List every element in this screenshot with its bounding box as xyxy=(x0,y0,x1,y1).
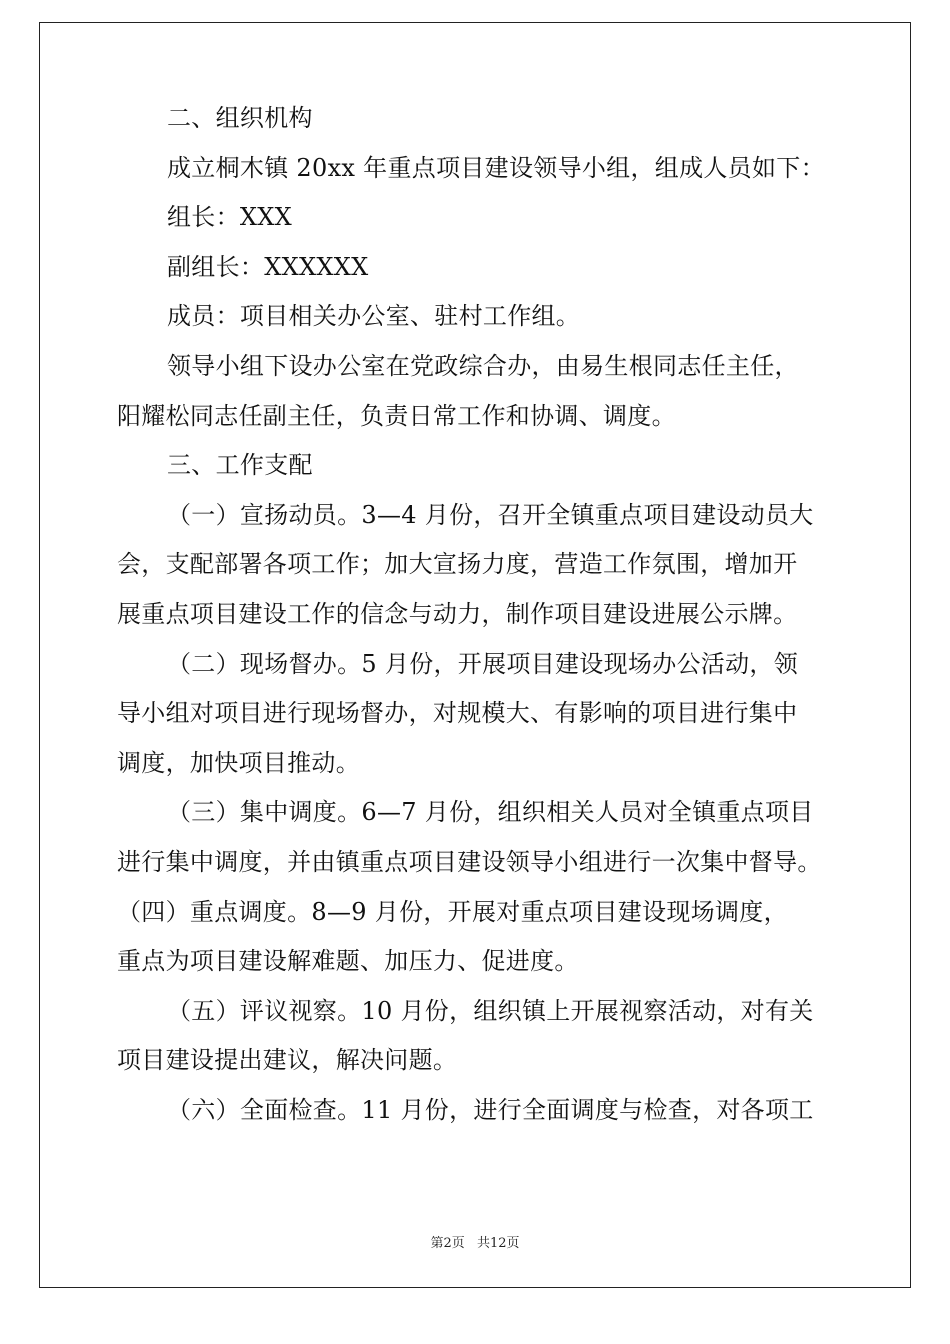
text-line: 调度，加快项目推动。 xyxy=(117,748,360,777)
text-line: （二）现场督办。5 月份，开展项目建设现场办公活动，领 xyxy=(167,649,798,678)
text-line: （六）全面检查。11 月份，进行全面调度与检查，对各项工 xyxy=(167,1095,814,1124)
text-line: 会，支配部署各项工作；加大宣扬力度，营造工作氛围，增加开 xyxy=(117,550,798,579)
text-line: 导小组对项目进行现场督办，对规模大、有影响的项目进行集中 xyxy=(117,699,798,728)
text-line: 组长：XXX xyxy=(167,203,293,232)
text-line: （一）宣扬动员。3—4 月份，召开全镇重点项目建设动员大 xyxy=(167,500,814,529)
text-line: 进行集中调度，并由镇重点项目建设领导小组进行一次集中督导。 xyxy=(117,847,822,876)
page-total: 共12页 xyxy=(476,1236,520,1251)
document-body xyxy=(117,94,839,1135)
text-line: 副组长：XXXXXX xyxy=(167,252,369,281)
text-line: 展重点项目建设工作的信念与动力，制作项目建设进展公示牌。 xyxy=(117,599,798,628)
text-line: 领导小组下设办公室在党政综合办，由易生根同志任主任， xyxy=(167,351,799,380)
section-heading-organization: 二、组织机构 xyxy=(167,104,313,132)
page-footer xyxy=(0,1232,950,1251)
text-line: （四）重点调度。8—9 月份，开展对重点项目建设现场调度， xyxy=(117,897,788,926)
text-line: 成员：项目相关办公室、驻村工作组。 xyxy=(167,302,581,331)
text-line: 项目建设提出建议，解决问题。 xyxy=(117,1046,458,1075)
text-line: 阳耀松同志任副主任，负责日常工作和协调、调度。 xyxy=(117,401,676,430)
text-line: 重点为项目建设解难题、加压力、促进度。 xyxy=(117,947,579,976)
text-line: （五）评议视察。10 月份，组织镇上开展视察活动，对有关 xyxy=(167,996,814,1025)
section-heading-work-plan: 三、工作支配 xyxy=(167,451,313,480)
page-number: 第2页 xyxy=(430,1236,465,1251)
text-line: 成立桐木镇 20xx 年重点项目建设领导小组，组成人员如下： xyxy=(167,153,825,182)
text-line: （三）集中调度。6—7 月份，组织相关人员对全镇重点项目 xyxy=(167,798,814,827)
